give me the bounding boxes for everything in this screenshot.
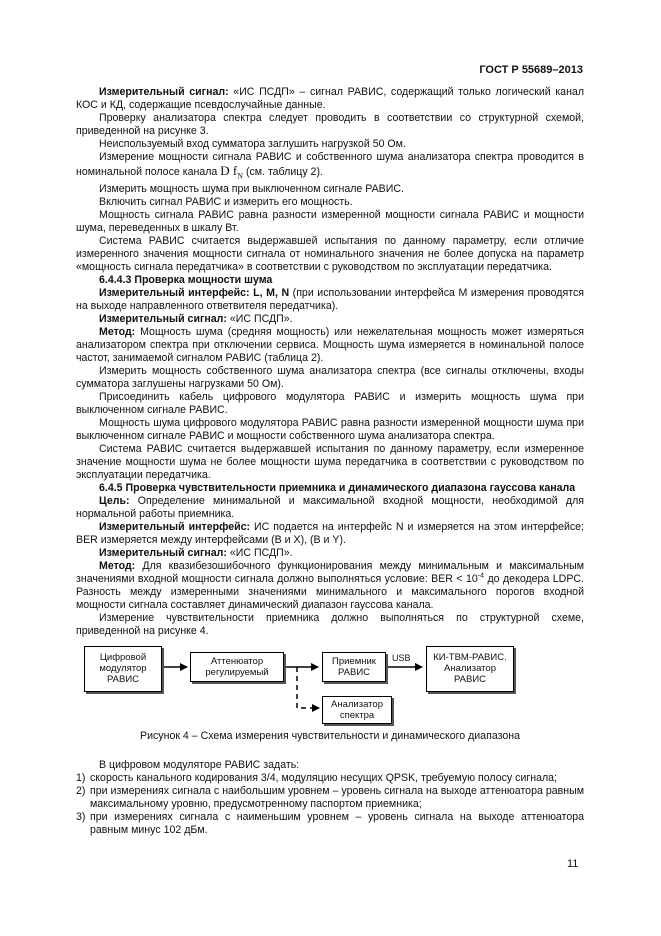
section-heading: 6.4.4.3 Проверка мощности шума: [99, 273, 273, 286]
paragraph: Измерительный сигнал: «ИС ПСДП».: [99, 546, 293, 559]
paragraph: Измерение мощности сигнала РАВИС и собственного шума анализатора спектра проводится в номинальной полосе канала D $f_N$ (см. таблицу 2).: [76, 151, 584, 181]
box-spectrum-analyzer: Анализатор спектра: [322, 696, 392, 724]
paragraph: Измерительный сигнал: «ИС ПСДП» – сигнал РАВИС, содержащий только логический канал КОС и КД, содержащие псевдослучайные данные.: [76, 86, 585, 111]
box-receiver: Приемник РАВИС: [322, 652, 386, 682]
paragraph: Мощность сигнала РАВИС равна разности измеренной мощности сигнала РАВИС и мощности шума, переведенных в шкалу Вт.: [76, 208, 584, 234]
settings-list: [76, 772, 584, 837]
usb-label: USB: [392, 652, 411, 663]
box-attenuator: Аттенюатор регулируемый: [190, 652, 284, 682]
paragraph: Измерение чувствительности приемника должно выполняться по структурной схеме, приведенной на рисунке 4.: [76, 611, 584, 637]
paragraph: Измерительный интерфейс: ИС подается на интерфейс N и измеряется на этом интерфейсе; BER измеряется между интерфейсами (B и X), (B и Y).: [76, 520, 585, 546]
section-heading: 6.4.5 Проверка чувствительности приемника и динамического диапазона гауссова канала: [99, 481, 576, 494]
paragraph: Проверку анализатора спектра следует проводить в соответствии со структурной схемой, приведенной на рисунке 3.: [76, 112, 584, 137]
formula: D $f_N$: [220, 163, 243, 181]
paragraph: Метод: Для квазибезошибочного функционирования между минимальным и максимальным значениями входной мощности сигнала должно выполняться условие: BER < $10^{-4}$ до декодера LDPC. Разность между измеренными значениями минимального и максимального порогов входной мощности сигнала составляет динамический диапазон гауссова канала.: [76, 559, 584, 611]
dashed-branch-line: [297, 667, 314, 708]
paragraph: Система РАВИС считается выдержавшей испытания по данному параметру, если измеренное значение мощности шума не более мощности шума передатчика в соответствии с руководством по эксплуатации передатчика.: [76, 442, 584, 481]
measurement-diagram: [76, 646, 584, 728]
list-item: 1) скорость канального кодирования 3/4, модуляцию несущих QPSK, требуемую полосу сигнала;: [76, 771, 557, 784]
box-ki-tvm-ravis-analyzer: КИ-ТВМ-РАВИС. Анализатор РАВИС: [426, 646, 514, 692]
document-body: [76, 86, 584, 837]
paragraph: Система РАВИС считается выдержавшей испытания по данному параметру, если отличие измеренного значения мощности сигнала от номинального значения не более допуска на параметр «мощность сигнала передатчика» в соответствии с руководством по эксплуатации передатчика.: [76, 234, 584, 273]
paragraph: Измерительный интерфейс: L, M, N (при использовании интерфейса М измерения проводятся на выходе направленного ответвителя передатчика).: [76, 286, 584, 312]
paragraph: Включить сигнал РАВИС и измерить его мощность.: [99, 195, 353, 208]
paragraph: Измерить мощность собственного шума анализатора спектра (все сигналы отключены, входы сумматора заглушены нагрузками 50 Ом).: [76, 364, 584, 390]
paragraph: Цель: Определение минимальной и максимальной входной мощности, необходимой для нормальной работы приемника.: [76, 494, 584, 520]
paragraph: Измерить мощность шума при выключенном сигнале РАВИС.: [99, 182, 404, 195]
paragraph: Неиспользуемый вход сумматора заглушить нагрузкой 50 Ом.: [99, 138, 406, 150]
paragraph: В цифровом модуляторе РАВИС задать:: [99, 758, 300, 771]
box-digital-modulator: Цифровой модулятор РАВИС: [84, 646, 162, 692]
paragraph: Мощность шума цифрового модулятора РАВИС равна разности измеренной мощности шума при выключенном сигнале РАВИС и мощности собственного шума анализатора спектра.: [76, 416, 584, 442]
paragraph: Присоединить кабель цифрового модулятора РАВИС и измерить мощность шума при выключенном сигнале РАВИС.: [76, 390, 584, 416]
list-item: 3) при измерениях сигнала с наименьшим уровнем – уровень сигнала на выходе аттенюатора равным минус 102 дБм.: [76, 810, 584, 836]
paragraph: Измерительный сигнал: «ИС ПСДП».: [99, 312, 293, 325]
list-item: 2) при измерениях сигнала с наибольшим уровнем – уровень сигнала на выходе аттенюатора равным максимальному уровню, предусмотренному паспортом приемника;: [76, 784, 584, 810]
paragraph: Метод: Мощность шума (средняя мощность) или нежелательная мощность может измеряться анализатором спектра при отключении сервиса. Мощность шума измеряется в номинальной полосе частот, занимаемой сигналом РАВИС (таблица 2).: [76, 325, 584, 364]
page-number: 11: [567, 858, 579, 870]
document-header: ГОСТ Р 55689–2013: [479, 64, 583, 76]
figure-caption: Рисунок 4 – Схема измерения чувствительности и динамического диапазона: [140, 729, 520, 742]
